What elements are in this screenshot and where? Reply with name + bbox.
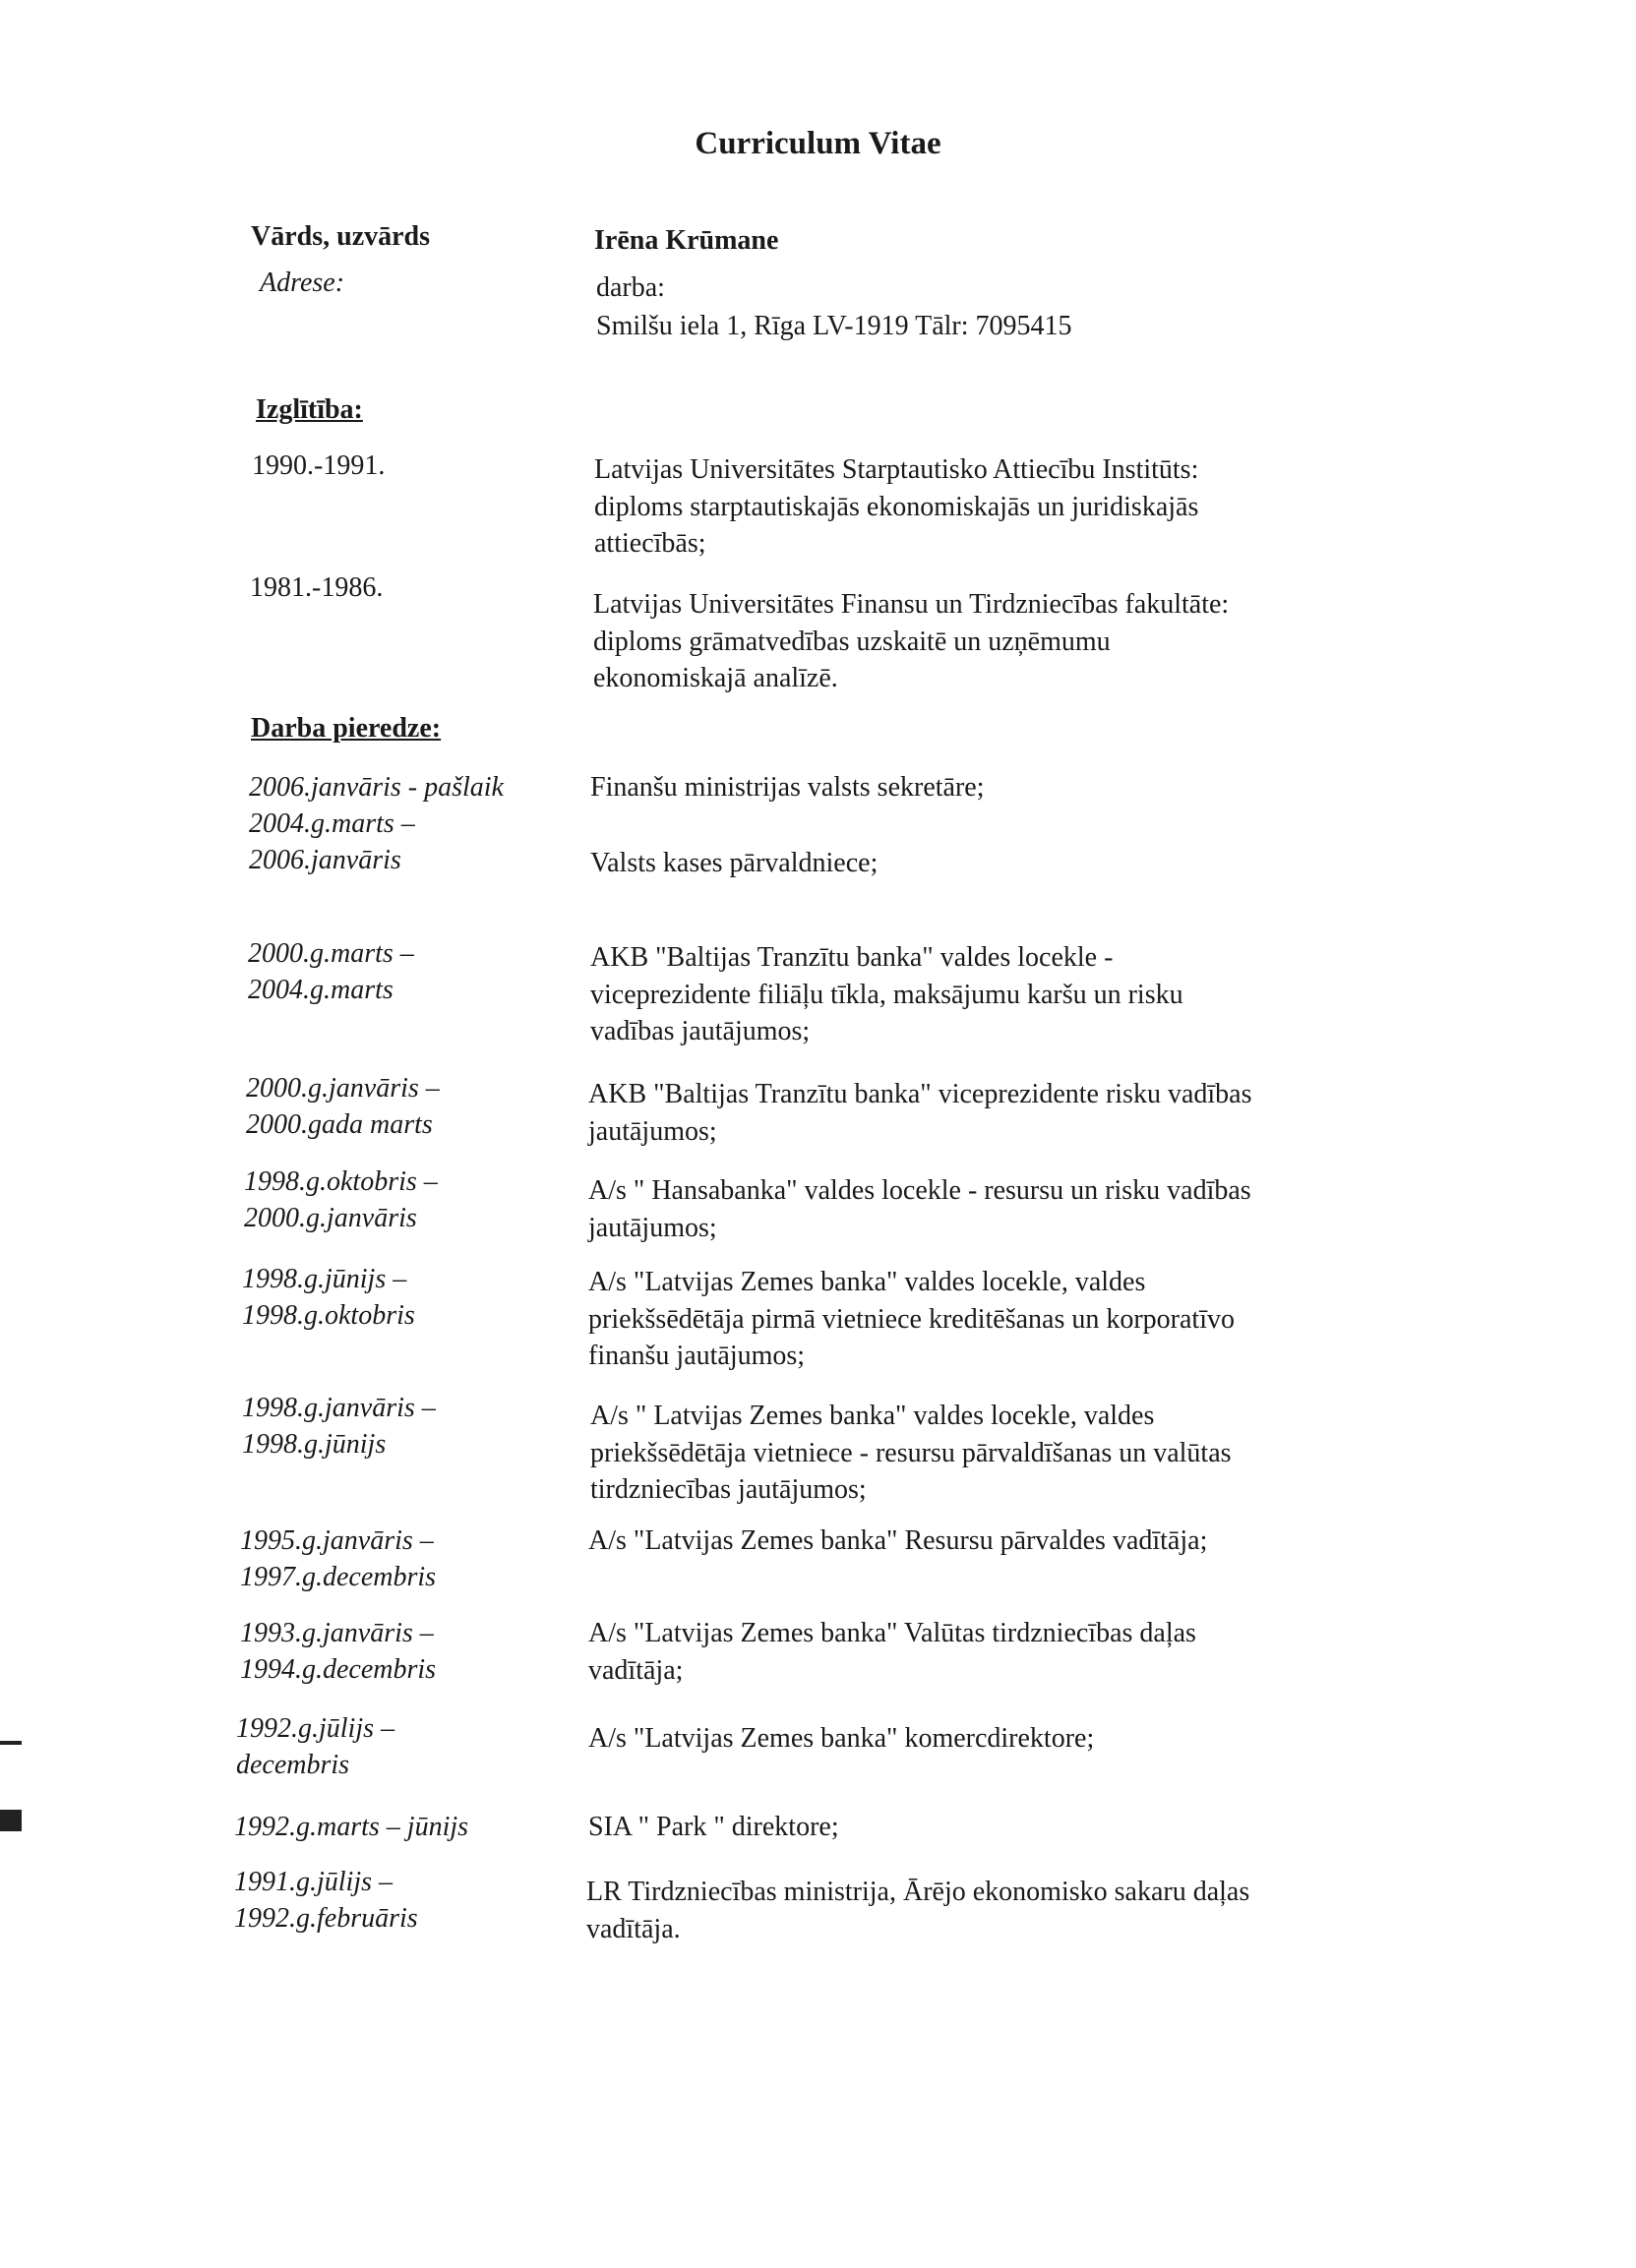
- education-period: 1981.-1986.: [250, 572, 384, 603]
- experience-entry: [586, 1874, 1570, 1947]
- scan-artifact: [0, 1810, 22, 1831]
- experience-period: [234, 1809, 468, 1845]
- text-line: attiecībās;: [594, 528, 706, 559]
- period-line: 2006.janvāris: [249, 845, 401, 875]
- period-line: decembris: [236, 1750, 350, 1780]
- period-line: 2000.g.marts –: [248, 938, 414, 969]
- page-title: Curriculum Vitae: [695, 126, 941, 161]
- experience-entry: [588, 1522, 1572, 1560]
- period-line: 1993.g.janvāris –: [240, 1618, 434, 1648]
- period-line: 1992.g.februāris: [234, 1903, 418, 1934]
- address-label: Adrese:: [260, 268, 345, 298]
- text-line: Finanšu ministrijas valsts sekretāre;: [590, 772, 985, 803]
- experience-period: [249, 769, 504, 806]
- period-line: 2004.g.marts: [248, 975, 394, 1005]
- education-heading: Izglītība:: [256, 394, 363, 425]
- experience-period: [236, 1710, 394, 1783]
- period-line: 2000.gada marts: [246, 1109, 433, 1140]
- text-line: A/s "Latvijas Zemes banka" Valūtas tirdzniecības daļas: [588, 1618, 1196, 1648]
- text-line: jautājumos;: [588, 1212, 717, 1243]
- period-line: 1998.g.jūnijs –: [242, 1264, 407, 1294]
- experience-entry: [590, 845, 1574, 882]
- name-label: Vārds, uzvārds: [251, 221, 431, 252]
- text-line: Latvijas Universitātes Starptautisko Attiecību Institūts:: [594, 454, 1199, 485]
- text-line: tirdzniecības jautājumos;: [590, 1474, 867, 1505]
- name-value: Irēna Krūmane: [594, 225, 779, 256]
- experience-period: [234, 1864, 418, 1937]
- text-line: SIA " Park " direktore;: [588, 1812, 839, 1842]
- text-line: diploms starptautiskajās ekonomiskajās un juridiskajās: [594, 491, 1199, 522]
- period-line: 1998.g.jūnijs: [242, 1429, 387, 1460]
- period-line: 1998.g.oktobris: [242, 1300, 415, 1331]
- text-line: A/s " Hansabanka" valdes locekle - resursu un risku vadības: [588, 1175, 1251, 1206]
- scan-artifact: [0, 1741, 22, 1745]
- experience-entry: [588, 1076, 1572, 1150]
- text-line: LR Tirdzniecības ministrija, Ārējo ekonomisko sakaru daļas: [586, 1877, 1250, 1907]
- period-line: 2000.g.janvāris –: [246, 1073, 440, 1104]
- period-line: 1991.g.jūlijs –: [234, 1867, 394, 1897]
- text-line: ekonomiskajā analīzē.: [593, 663, 838, 693]
- text-line: vadītāja;: [588, 1654, 684, 1686]
- text-line: A/s " Latvijas Zemes banka" valdes locekle, valdes: [590, 1401, 1155, 1431]
- period-line: 2000.g.janvāris: [244, 1203, 417, 1233]
- text-line: vadītāja.: [586, 1913, 681, 1944]
- experience-entry: [590, 1398, 1574, 1509]
- text-line: Latvijas Universitātes Finansu un Tirdzniecības fakultāte:: [593, 589, 1230, 620]
- text-line: finanšu jautājumos;: [588, 1341, 806, 1371]
- experience-period: [249, 806, 415, 878]
- period-line: 2004.g.marts –: [249, 808, 415, 839]
- text-line: A/s "Latvijas Zemes banka" valdes locekle, valdes: [588, 1267, 1146, 1297]
- text-line: Valsts kases pārvaldniece;: [590, 848, 879, 878]
- experience-period: [240, 1615, 436, 1688]
- experience-entry: [590, 769, 1574, 806]
- text-line: diploms grāmatvedības uzskaitē un uzņēmumu: [593, 626, 1111, 657]
- period-line: 1992.g.marts – jūnijs: [234, 1812, 469, 1842]
- text-line: priekšsēdētāja vietniece - resursu pārvaldīšanas un valūtas: [590, 1437, 1232, 1468]
- education-entry: [594, 451, 1578, 563]
- text-line: AKB "Baltijas Tranzītu banka" viceprezidente risku vadības: [588, 1079, 1252, 1109]
- text-line: A/s "Latvijas Zemes banka" komercdirektore;: [588, 1723, 1095, 1754]
- experience-period: [242, 1390, 436, 1462]
- experience-entry: [588, 1720, 1572, 1758]
- text-line: viceprezidente filiāļu tīkla, maksājumu karšu un risku: [590, 979, 1183, 1010]
- address-type: darba:: [596, 272, 665, 303]
- period-line: 1997.g.decembris: [240, 1562, 437, 1592]
- text-line: A/s "Latvijas Zemes banka" Resursu pārvaldes vadītāja;: [588, 1525, 1208, 1556]
- education-entry: [593, 586, 1577, 697]
- text-line: jautājumos;: [588, 1115, 717, 1147]
- experience-entry: [588, 1172, 1572, 1246]
- experience-period: [244, 1164, 438, 1236]
- period-line: 1995.g.janvāris –: [240, 1525, 434, 1556]
- experience-entry: [590, 939, 1574, 1050]
- experience-period: [242, 1261, 415, 1334]
- period-line: 2006.janvāris - pašlaik: [249, 772, 504, 803]
- experience-period: [246, 1070, 440, 1143]
- period-line: 1994.g.decembris: [240, 1654, 437, 1685]
- text-line: AKB "Baltijas Tranzītu banka" valdes locekle -: [590, 942, 1114, 973]
- experience-entry: [588, 1264, 1572, 1375]
- experience-entry: [588, 1615, 1572, 1689]
- period-line: 1992.g.jūlijs –: [236, 1713, 395, 1744]
- period-line: 1998.g.janvāris –: [242, 1393, 436, 1423]
- experience-entry: [588, 1809, 1572, 1846]
- experience-period: [248, 935, 414, 1008]
- experience-heading: Darba pieredze:: [251, 713, 442, 744]
- text-line: vadības jautājumos;: [590, 1016, 811, 1046]
- experience-period: [240, 1522, 436, 1595]
- education-period: 1990.-1991.: [252, 450, 386, 481]
- period-line: 1998.g.oktobris –: [244, 1166, 438, 1197]
- address-value: Smilšu iela 1, Rīga LV-1919 Tālr: 7095415: [596, 311, 1072, 341]
- text-line: priekšsēdētāja pirmā vietniece kreditēšanas un korporatīvo: [588, 1303, 1235, 1335]
